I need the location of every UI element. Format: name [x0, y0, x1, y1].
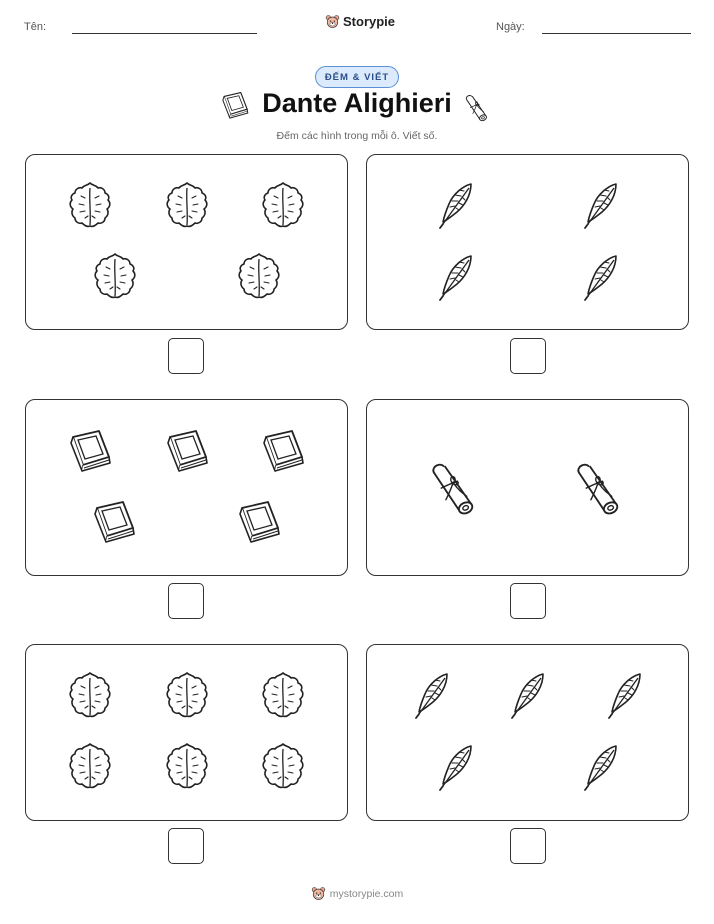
scroll-icon — [462, 92, 492, 122]
quill-icon — [431, 742, 481, 792]
category-badge: ĐẾM & VIẾT — [315, 66, 399, 88]
scroll-icon — [425, 453, 483, 521]
leaf-icon — [162, 741, 212, 791]
book-icon — [65, 427, 115, 477]
counting-panel-3 — [25, 399, 348, 576]
footer-url[interactable]: mystorypie.com — [329, 887, 404, 900]
leaf-icon — [162, 670, 212, 720]
storypie-logo — [325, 14, 395, 29]
leaf-icon — [65, 670, 115, 720]
quill-icon — [600, 670, 650, 720]
date-field-line[interactable] — [542, 33, 691, 34]
leaf-icon — [234, 251, 284, 301]
leaf-icon — [90, 251, 140, 301]
quill-icon — [576, 180, 626, 230]
book-icon — [89, 498, 139, 548]
footer — [0, 886, 714, 901]
leaf-icon — [258, 741, 308, 791]
answer-box-1[interactable] — [168, 338, 204, 374]
quill-icon — [431, 252, 481, 302]
counting-panel-4 — [366, 399, 689, 576]
quill-icon — [431, 180, 481, 230]
scroll-icon — [570, 453, 628, 521]
leaf-icon — [258, 670, 308, 720]
answer-box-5[interactable] — [168, 828, 204, 864]
name-field-line[interactable] — [72, 33, 257, 34]
book-icon — [234, 498, 284, 548]
leaf-icon — [258, 180, 308, 230]
page-title: Dante Alighieri — [262, 88, 452, 118]
answer-box-6[interactable] — [510, 828, 546, 864]
date-label: Ngày: — [496, 21, 525, 33]
quill-icon — [503, 670, 553, 720]
answer-box-3[interactable] — [168, 583, 204, 619]
leaf-icon — [65, 741, 115, 791]
bear-icon — [325, 14, 340, 29]
answer-box-2[interactable] — [510, 338, 546, 374]
answer-box-4[interactable] — [510, 583, 546, 619]
quill-icon — [407, 670, 457, 720]
logo-text: Storypie — [343, 14, 396, 29]
leaf-icon — [65, 180, 115, 230]
instructions: Đếm các hình trong mỗi ô. Viết số. — [276, 130, 438, 142]
leaf-icon — [162, 180, 212, 230]
name-label: Tên: — [24, 21, 47, 33]
book-icon — [258, 427, 308, 477]
book-icon — [162, 427, 212, 477]
bear-icon — [311, 886, 326, 901]
counting-panel-2 — [366, 154, 689, 330]
quill-icon — [576, 742, 626, 792]
quill-icon — [576, 252, 626, 302]
